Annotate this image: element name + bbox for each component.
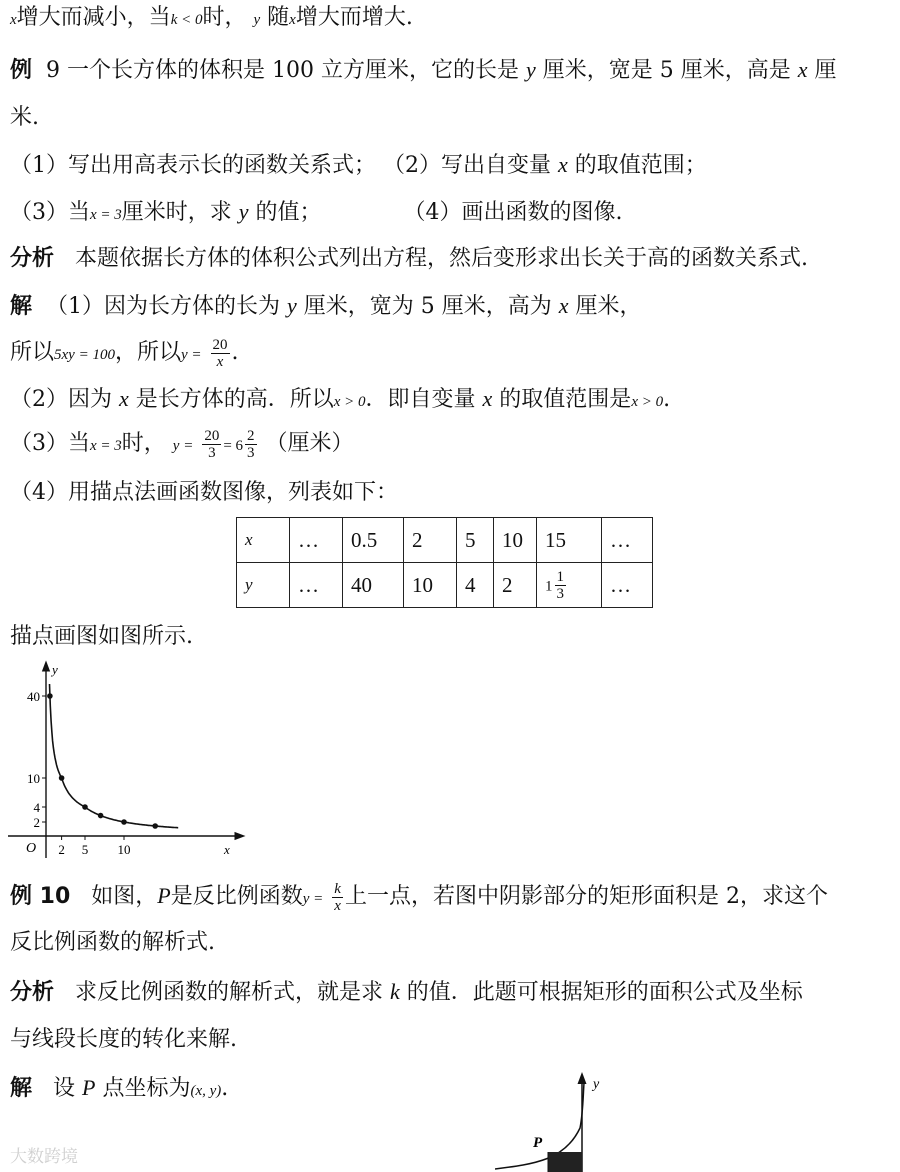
analysis-9: 分析 本题依据长方体的体积公式列出方程，然后变形求出长关于高的函数关系式.	[10, 246, 808, 271]
x-tick-label: 5	[81, 842, 89, 857]
table-cell: 0.5	[343, 518, 404, 563]
fraction-2-over-3: $\frac{2}{3}$	[247, 427, 255, 461]
solution-label: 解	[10, 1076, 33, 1101]
table-cell: 2	[404, 518, 457, 563]
example-9-line-2: 米.	[10, 105, 39, 130]
table-cell: 2	[494, 563, 537, 608]
analysis-10-line-2: 与线段长度的转化来解.	[10, 1027, 237, 1052]
y-tick-label: 2	[33, 815, 40, 830]
table-cell: …	[602, 563, 653, 608]
table-cell: y	[237, 563, 290, 608]
analysis-label: 分析	[10, 246, 55, 271]
analysis-10-line-1: 分析 求反比例函数的解析式，就是求 k 的值．此题可根据矩形的面积公式及坐标	[10, 979, 803, 1005]
table-cell: …	[290, 563, 343, 608]
watermark: 大数跨境	[10, 1147, 78, 1167]
example-10-line-2: 反比例函数的解析式.	[10, 930, 215, 955]
table-cell: …	[602, 518, 653, 563]
solution-label: 解	[10, 294, 33, 319]
solution-3: （3）当x = 3时， y = $\frac{20}{3}$ = 6 $\frac{2}{3}$ （厘米）	[10, 427, 354, 461]
function-graph	[8, 660, 248, 860]
question-1-2: （1）写出用高表示长的函数关系式； （2）写出自变量 x 的取值范围；	[10, 152, 707, 178]
plot-caption: 描点画图如图所示.	[10, 624, 193, 649]
solution-4: （4）用描点法画函数图像，列表如下：	[10, 480, 398, 505]
data-point	[98, 813, 104, 819]
top-paragraph: x增大而减小，当k < 0时， y 随x增大而增大.	[10, 5, 413, 30]
y-axis-label: y	[593, 1077, 600, 1092]
table-cell: 10	[494, 518, 537, 563]
example-10-label: 例 10	[10, 884, 71, 909]
fraction-k-over-x: $\frac{k}{x}$	[334, 880, 341, 914]
question-3-4: （3）当x = 3厘米时，求 y 的值； （4）画出函数的图像.	[10, 199, 623, 225]
fraction-20-over-3: $\frac{20}{3}$	[204, 427, 220, 461]
origin-label: O	[26, 841, 37, 856]
point-p-label: P	[533, 1135, 543, 1151]
data-point	[47, 693, 53, 699]
x-tick-label: 10	[117, 842, 131, 857]
table-cell: …	[290, 518, 343, 563]
fraction-20-over-x: $\frac{20}{x}$	[212, 336, 228, 370]
table-cell: 4	[457, 563, 494, 608]
value-table	[236, 517, 653, 608]
data-point	[152, 823, 158, 829]
data-point	[59, 775, 65, 781]
solution-1-line-2: 所以5xy = 100，所以y = $\frac{20}{x}$ .	[10, 336, 239, 370]
table-cell: 5	[457, 518, 494, 563]
y-tick-label: 10	[27, 771, 40, 786]
solution-2: （2）因为 x 是长方体的高．所以x > 0．即自变量 x 的取值范围是x > 0.	[10, 386, 671, 412]
shaded-rectangle	[548, 1152, 582, 1172]
solution-1-line-1: 解 （1）因为长方体的长为 y 厘米，宽为 5 厘米，高为 x 厘米，	[10, 293, 642, 319]
x-tick-label: 2	[58, 842, 65, 857]
example-9-label: 例	[10, 58, 33, 83]
table-row	[237, 563, 653, 608]
y-tick-label: 4	[33, 800, 40, 815]
example-9-line-1: 例 9 一个长方体的体积是 100 立方厘米，它的长是 y 厘米，宽是 5 厘米，高是 x 厘	[10, 57, 837, 83]
table-row	[237, 518, 653, 563]
table-cell: 10	[404, 563, 457, 608]
table-cell-mixed-number: 1 $\frac{1}{3}$	[537, 563, 602, 608]
function-curve	[50, 684, 179, 828]
table-cell: x	[237, 518, 290, 563]
table-cell: 15	[537, 518, 602, 563]
table-cell: 40	[343, 563, 404, 608]
y-tick-label: 40	[27, 689, 40, 704]
analysis-label: 分析	[10, 980, 55, 1005]
y-axis-label: y	[52, 662, 58, 677]
x-axis-label: x	[224, 842, 230, 857]
example-10-line-1: 例 10 如图，P是反比例函数y = $\frac{k}{x}$ 上一点，若图中阴影部分的矩形面积是 2，求这个	[10, 880, 828, 914]
solution-10: 解 设 P 点坐标为(x, y).	[10, 1075, 229, 1101]
example-10-figure	[495, 1068, 635, 1172]
data-point	[121, 819, 127, 825]
data-point	[82, 804, 88, 810]
